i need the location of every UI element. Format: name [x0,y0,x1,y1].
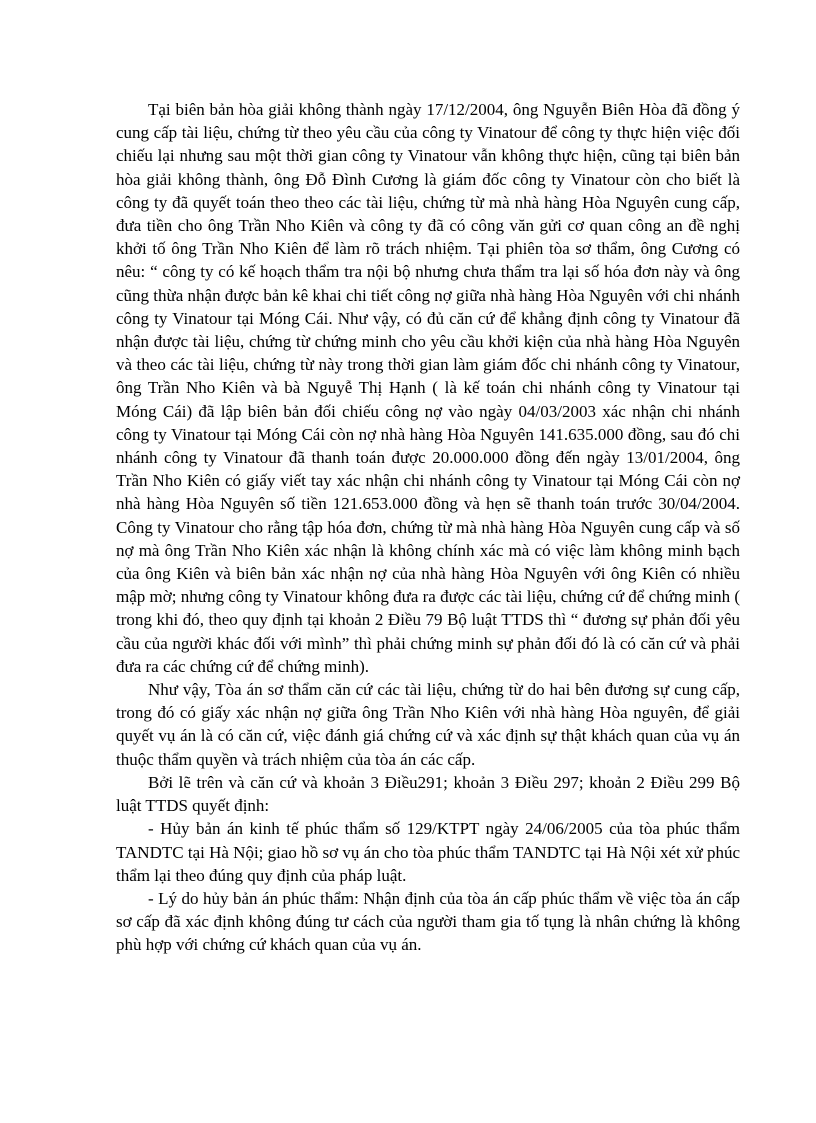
paragraph-reason-for-cancellation: - Lý do hủy bản án phúc thẩm: Nhận định của tòa án cấp phúc thẩm về việc tòa án cấp sơ cấp đã xác định không đúng tư cách của người tham gia tố tụng là nhân chứng là không phù hợp với chứng cứ khách quan của vụ án. [116,888,740,955]
paragraph-decision-cancel-judgment: - Hủy bản án kinh tế phúc thẩm số 129/KTPT ngày 24/06/2005 của tòa phúc thẩm TANDTC tại Hà Nội; giao hồ sơ vụ án cho tòa phúc thẩm TANDTC tại Hà Nội xét xử phúc thẩm lại theo đúng quy định của pháp luật. [116,819,740,885]
paragraph-legal-basis: Bởi lẽ trên và căn cứ và khoản 3 Điều291; khoản 3 Điều 297; khoản 2 Điều 299 Bộ luật TTDS quyết định: [116,772,740,816]
document-page [116,98,740,957]
paragraph-evidence-analysis: Tại biên bản hòa giải không thành ngày 17/12/2004, ông Nguyễn Biên Hòa đã đồng ý cung cấp tài liệu, chứng từ theo yêu cầu của công ty Vinatour để công ty thực hiện việc đối chiếu lại nhưng sau một thời gian công ty Vinatour vẫn không thực hiện, cũng tại biên bản hòa giải không thành, ông Đỗ Đình Cương là giám đốc công ty Vinatour còn cho biết là công ty đã quyết toán theo theo các tài liệu, chứng từ mà nhà hàng Hòa Nguyên cung cấp, đưa tiền cho ông Trần Nho Kiên và công ty đã có công văn gửi cơ quan công an đề nghị khởi tố ông Trần Nho Kiên để làm rõ trách nhiệm. Tại phiên tòa sơ thẩm, ông Cương có nêu: “ công ty có kế hoạch thẩm tra nội bộ nhưng chưa thẩm tra lại số hóa đơn này và ông cũng thừa nhận được bản kê khai chi tiết công nợ giữa nhà hàng Hòa Nguyên với chi nhánh công ty Vinatour tại Móng Cái. Như vậy, có đủ căn cứ để khẳng định công ty Vinatour đã nhận được tài liệu, chứng từ chứng minh cho yêu cầu khởi kiện của nhà hàng Hòa Nguyên và theo các tài liệu, chứng từ này trong thời gian làm giám đốc chi nhánh công ty Vinatour, ông Trần Nho Kiên và bà Nguyễ Thị Hạnh ( là kế toán chi nhánh công ty Vinatour tại Móng Cái) đã lập biên bản đối chiếu công nợ vào ngày 04/03/2003 xác nhận chi nhánh công ty Vinatour tại Móng Cái còn nợ nhà hàng Hòa Nguyên 141.635.000 đồng, sau đó chi nhánh công ty Vinatour đã thanh toán được 20.000.000 đồng đến ngày 13/01/2004, ông Trần Nho Kiên có giấy viết tay xác nhận chi nhánh công ty Vinatour tại Móng Cái còn nợ nhà hàng Hòa Nguyên số tiền 121.653.000 đồng và hẹn sẽ thanh toán trước 30/04/2004. Công ty Vinatour cho rằng tập hóa đơn, chứng từ mà nhà hàng Hòa Nguyên cung cấp và số nợ mà ông Trần Nho Kiên xác nhận là không chính xác mà có việc làm không minh bạch của ông Kiên và biên bản xác nhận nợ của nhà hàng Hòa Nguyên với ông Kiên có nhiều mập mờ; nhưng công ty Vinatour không đưa ra được các tài liệu, chứng cứ để chứng minh ( trong khi đó, theo quy định tại khoản 2 Điều 79 Bộ luật TTDS thì “ đương sự phản đối yêu cầu của người khác đối với mình” thì phải chứng minh sự phản đối đó là có căn cứ và phải đưa ra các chứng cứ để chứng minh). [116,100,740,676]
paragraph-first-instance-conclusion: Như vậy, Tòa án sơ thẩm căn cứ các tài liệu, chứng từ do hai bên đương sự cung cấp, trong đó có giấy xác nhận nợ giữa ông Trần Nho Kiên với nhà hàng Hòa nguyên, để giải quyết vụ án là có căn cứ, việc đánh giá chứng cứ và xác định sự thật khách quan của vụ án thuộc thẩm quyền và trách nhiệm của tòa án các cấp. [116,680,740,769]
